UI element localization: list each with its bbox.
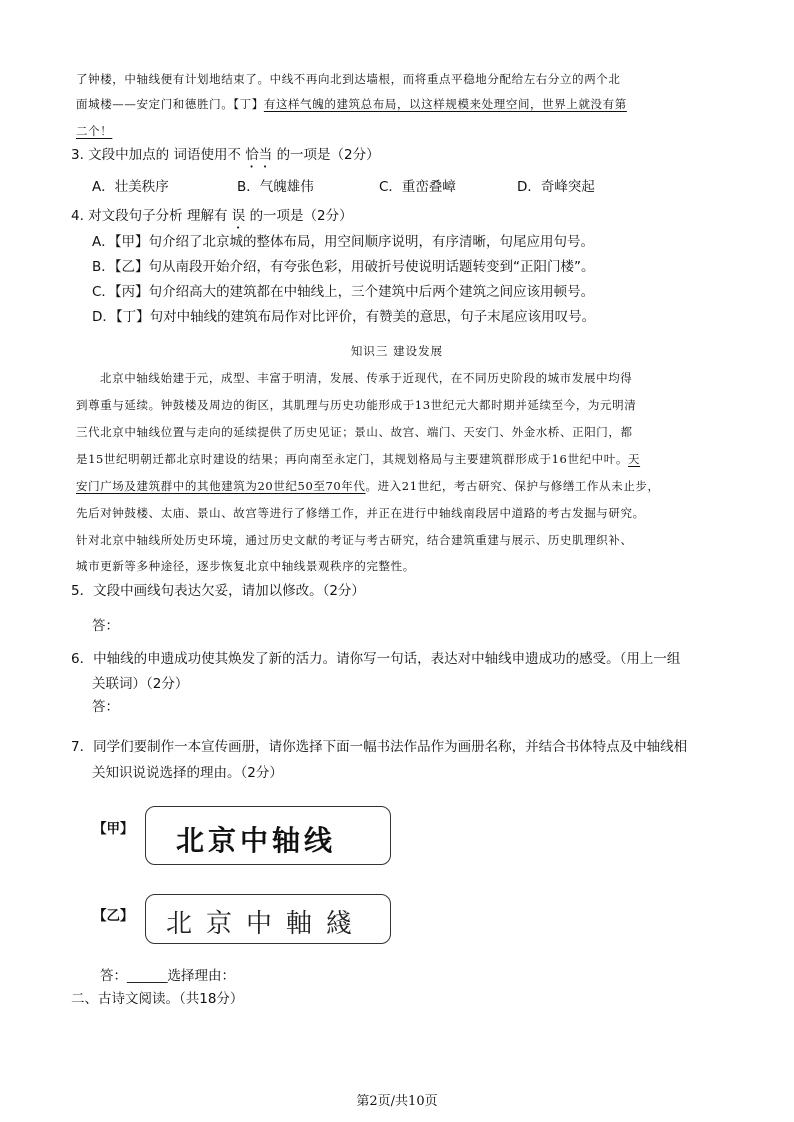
- q3-stem-part-a: 3. 文段中加点的: [71, 147, 170, 163]
- intro-line-1: 了钟楼，中轴线便有计划地结束了。中线不再向北到达墙根，而将重点平稳地分配给左右分立的两个北: [76, 72, 621, 86]
- q4-stem-part-c: 的一项是（2分）: [249, 208, 353, 224]
- q3-emphasis-word: 恰当: [245, 147, 273, 163]
- calligraphy-yi-label: 【乙】: [93, 908, 134, 924]
- q3-stem-part-c: 的一项是（2分）: [276, 147, 380, 163]
- q7-answer-blank[interactable]: ______: [127, 968, 168, 984]
- q4-stem-part-b: 理解有: [186, 208, 228, 224]
- q4-option-b: B．【乙】句从南段开始介绍，有夸张色彩，用破折号使说明话题转变到“正阳门楼”。: [92, 259, 595, 275]
- calligraphy-jia-text: 北京中轴线: [176, 824, 337, 857]
- q4-option-a: A．【甲】句介绍了北京城的整体布局，用空间顺序说明，有序清晰，句尾应用句号。: [92, 234, 594, 250]
- section3-para-line-6: 先后对钟鼓楼、太庙、景山、故宫等进行了修缮工作，并正在进行中轴线南段居中道路的考古发掘与研究。: [76, 506, 645, 520]
- section-2-heading: 二、古诗文阅读。（共18分）: [71, 991, 244, 1007]
- calligraphy-jia-label: 【甲】: [93, 821, 134, 837]
- section3-para-line-3: 三代北京中轴线位置与走向的延续提供了历史见证；景山、故宫、端门、天安门、外金水桥、正阳门，都: [76, 425, 633, 439]
- section3-underlined-sentence: 安门广场及建筑群中的其他建筑为20世纪50至70年代: [76, 479, 366, 493]
- section-3-title: 知识三 建设发展: [350, 344, 444, 358]
- q4-stem-part-a: 4. 对文段句子分析: [71, 208, 183, 224]
- intro-underlined-sentence: 有这样气魄的建筑总布局，以这样规模来处理空间，世界上就没有第: [263, 97, 627, 111]
- q7-answer-label: 答：: [100, 968, 127, 984]
- intro-line-2: [76, 95, 627, 113]
- q3-option-b: B．气魄雄伟: [237, 179, 314, 195]
- q3-option-d: D．奇峰突起: [517, 179, 595, 195]
- question-6-stem-line-2: 关联词）（2分）: [92, 676, 189, 692]
- question-6-stem-line-1: 6．中轴线的申遗成功使其焕发了新的活力。请你写一句话，表达对中轴线申遗成功的感受。（用上一组: [71, 651, 681, 667]
- section3-para-line-4: [76, 450, 640, 468]
- question-3-stem: [71, 146, 380, 171]
- q4-option-d: D．【丁】句对中轴线的建筑布局作对比评价，有赞美的意思，句子末尾应该用叹号。: [92, 309, 596, 325]
- section3-line-4-text: 是15世纪明朝迁都北京时建设的结果；再向南至永定门，其规划格局与主要建筑群形成于16世纪中叶。: [76, 452, 628, 466]
- question-4-stem: [71, 207, 353, 232]
- section3-para-line-8: 城市更新等多种途径，逐步恢复北京中轴线景观秩序的完整性。: [76, 559, 415, 573]
- q3-option-c: C．重峦叠嶂: [379, 179, 456, 195]
- q3-option-a: A．壮美秩序: [92, 179, 169, 195]
- question-7-answer-line: [100, 967, 235, 985]
- page-number-footer: 第2页/共10页: [356, 1094, 438, 1109]
- calligraphy-yi-text: 北京中軸綫: [166, 909, 367, 939]
- section3-para-line-1: 北京中轴线始建于元，成型、丰富于明清，发展、传承于近现代，在不同历史阶段的城市发展中均得: [100, 371, 633, 385]
- q4-emphasis-word: 误: [231, 208, 246, 224]
- q4-option-c: C．【丙】句介绍高大的建筑都在中轴线上，三个建筑中后两个建筑之间应该用顿号。: [92, 284, 595, 300]
- section3-para-line-5: [76, 477, 660, 495]
- section3-para-line-7: 针对北京中轴线所处历史环境，通过历史文献的考证与考古研究，结合建筑重建与展示、历史肌理织补、: [76, 533, 633, 547]
- intro-line-3: [76, 122, 112, 140]
- question-7-stem-line-1: 7．同学们要制作一本宣传画册，请你选择下面一幅书法作品作为画册名称，并结合书体特点及中轴线相: [71, 739, 688, 755]
- intro-underlined-end: 二个！: [76, 124, 113, 138]
- section3-line-5-text: 。进入21世纪，考古研究、保护与修缮工作从未止步，: [365, 479, 660, 493]
- intro-line-2-text: 面城楼——安定门和德胜门。【丁】: [76, 97, 264, 111]
- calligraphy-jia-box: [145, 806, 391, 865]
- calligraphy-yi-box: [145, 894, 391, 944]
- q3-stem-part-b: 词语使用不: [173, 147, 241, 163]
- question-5-answer-label: 答：: [92, 618, 119, 634]
- question-5-stem: 5．文段中画线句表达欠妥，请加以修改。（2分）: [71, 583, 365, 599]
- question-7-stem-line-2: 关知识说说选择的理由。（2分）: [92, 765, 283, 781]
- q7-reason-label: 选择理由：: [167, 968, 235, 984]
- section3-underlined-start: 天: [627, 452, 641, 466]
- question-6-answer-label: 答：: [92, 699, 119, 715]
- section3-para-line-2: 到尊重与延续。钟鼓楼及周边的街区，其肌理与历史功能形成于13世纪元大都时期并延续至今，为元明清: [76, 398, 637, 412]
